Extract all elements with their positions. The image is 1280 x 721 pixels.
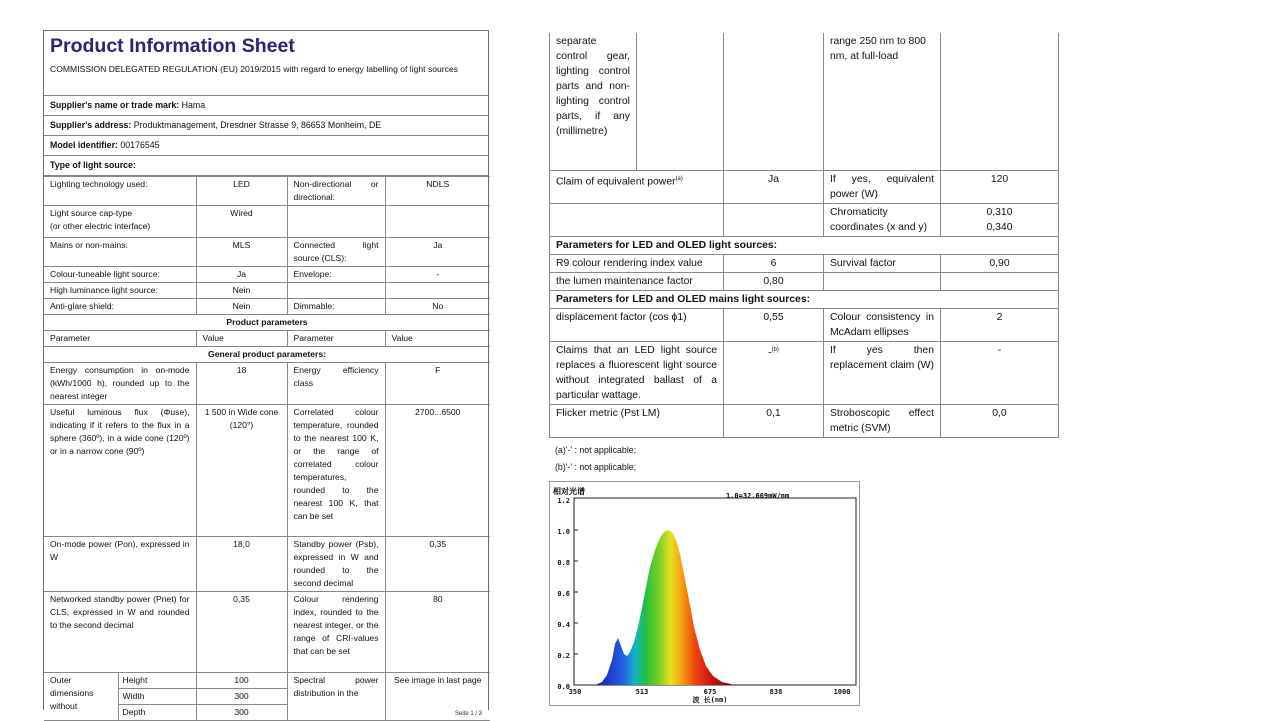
table-row (550, 290, 1059, 308)
cls-value: Ja (385, 238, 490, 267)
luminous-flux-label: Useful luminous flux (Φuse), indicating if it refers to the flux in a sphere (360º), in a wide cone (120º) or in a narrow cone (90º) (44, 405, 196, 537)
lumen-maintenance-label: the lumen maintenance factor (550, 272, 724, 290)
page-title: Product Information Sheet (50, 35, 295, 57)
light-source-table (44, 176, 490, 721)
equivalent-power-w-label: If yes, equivalent power (W) (824, 170, 941, 203)
displacement-factor-value: 0,55 (724, 308, 824, 341)
standby-power-value: 0,35 (385, 537, 490, 592)
table-row (44, 537, 490, 592)
spectrum-annotation: 1.0=32.669mW/nm (726, 492, 790, 500)
cri-value: 80 (385, 592, 490, 673)
empty-cell (287, 283, 385, 299)
flicker-metric-label: Flicker metric (Pst LM) (550, 404, 724, 437)
height-value: 100 (196, 673, 287, 689)
table-row (44, 405, 490, 537)
supplier-row (44, 96, 488, 116)
table-row (44, 206, 490, 238)
on-mode-power-label: On-mode power (Pon), expressed in W (44, 537, 196, 592)
networked-standby-value: 0,35 (196, 592, 287, 673)
spectral-range-text: range 250 nm to 800 nm, at full-load (824, 33, 941, 170)
table-row (44, 673, 490, 689)
product-info-continued-page (549, 33, 1058, 476)
address-value: Produktmanagement, Dresdner Strasse 9, 86653 Monheim, DE (133, 120, 382, 130)
spectrum-plot (550, 482, 859, 705)
product-params-heading: Product parameters (44, 315, 490, 331)
page-number: Seite 1 / 3 (455, 711, 483, 717)
table-row (44, 363, 490, 405)
survival-factor-label: Survival factor (824, 254, 941, 272)
mains-params-heading: Parameters for LED and OLED mains light sources: (550, 290, 1059, 308)
lighting-tech-value: LED (196, 177, 287, 206)
chromaticity-x-value: 0,310 (986, 206, 1013, 218)
general-params-heading: General product parameters: (44, 347, 490, 363)
y-tick-label: 1.0 (557, 528, 570, 536)
empty-cell (824, 272, 941, 290)
spectrum-curve (595, 530, 735, 685)
colour-consistency-label: Colour consistency in McAdam ellipses (824, 308, 941, 341)
model-label: Model identifier: (50, 140, 118, 150)
cap-type-sublabel: (or other electric interface) (50, 221, 151, 231)
led-params-heading: Parameters for LED and OLED light sources: (550, 236, 1059, 254)
anti-glare-label: Anti-glare shield: (44, 299, 196, 315)
table-row (550, 254, 1059, 272)
model-row (44, 136, 488, 156)
footnotes (549, 442, 1058, 476)
footnote-b: (b)'-' : not applicable; (555, 461, 637, 472)
anti-glare-value: Nein (196, 299, 287, 315)
cct-label: Correlated colour temperature, rounded to the nearest 100 K, or the range of correlated colour temperatures, rounded to the nearest 100 K, that can be set (287, 405, 385, 537)
table-row (44, 267, 490, 283)
model-value: 00176545 (120, 140, 160, 150)
table-row (44, 347, 490, 363)
table-row (44, 177, 490, 206)
y-tick-label: 0.0 (557, 683, 570, 691)
colour-tuneable-value: Ja (196, 267, 287, 283)
stroboscopic-value: 0,0 (941, 404, 1059, 437)
directional-value: NDLS (385, 177, 490, 206)
colour-consistency-value: 2 (941, 308, 1059, 341)
outer-dimensions-label: Outer dimensions without (44, 673, 118, 721)
fluorescent-claim-value: - (768, 346, 772, 358)
standby-power-label: Standby power (Psb), expressed in W and rounded to the second decimal (287, 537, 385, 592)
stroboscopic-label: Stroboscopic effect metric (SVM) (824, 404, 941, 437)
efficiency-class-value: F (385, 363, 490, 405)
param-col-header: Parameter (287, 331, 385, 347)
depth-value: 300 (196, 705, 287, 721)
table-row (44, 331, 490, 347)
table-row (550, 170, 1059, 203)
table-row (44, 283, 490, 299)
empty-cell (287, 206, 385, 238)
x-tick-label: 350 (568, 688, 582, 696)
efficiency-class-label: Energy efficiency class (287, 363, 385, 405)
address-label: Supplier's address: (50, 120, 132, 130)
spectral-distribution-label: Spectral power distribution in the (287, 673, 385, 721)
regulation-text: COMMISSION DELEGATED REGULATION (EU) 2019/2015 with regard to energy labelling of light sources (44, 61, 488, 96)
cap-type-label: Light source cap-type (50, 208, 133, 218)
r9-label: R9 colour rendering index value (550, 254, 724, 272)
table-row (550, 308, 1059, 341)
type-label: Type of light source: (50, 160, 136, 170)
replacement-claim-label: If yes then replacement claim (W) (824, 341, 941, 404)
address-row (44, 116, 488, 136)
y-tick-label: 0.4 (557, 621, 570, 629)
flicker-metric-value: 0,1 (724, 404, 824, 437)
equivalent-power-label: Claim of equivalent power (556, 175, 676, 187)
replacement-claim-value: - (941, 341, 1059, 404)
value-col-header: Value (385, 331, 490, 347)
table-row (550, 236, 1059, 254)
y-tick-label: 0.2 (557, 652, 570, 660)
dimmable-label: Dimmable: (287, 299, 385, 315)
envelope-label: Envelope: (287, 267, 385, 283)
empty-cell (385, 283, 490, 299)
x-tick-label: 513 (635, 688, 649, 696)
x-tick-label: 838 (769, 688, 783, 696)
y-tick-label: 1.2 (557, 497, 570, 505)
height-label: Height (118, 673, 196, 689)
equivalent-power-value: Ja (724, 170, 824, 203)
empty-cell (724, 33, 824, 170)
param-col-header: Parameter (44, 331, 196, 347)
value-col-header: Value (196, 331, 287, 347)
depth-label: Depth (118, 705, 196, 721)
energy-consumption-value: 18 (196, 363, 287, 405)
footnote-b-marker: (b) (771, 346, 779, 353)
networked-standby-label: Networked standby power (Pnet) for CLS, expressed in W and rounded to the second decimal (44, 592, 196, 673)
footnote-a: (a)'-' : not applicable; (555, 444, 637, 455)
displacement-factor-label: displacement factor (cos ϕ1) (550, 308, 724, 341)
mains-label: Mains or non-mains: (44, 238, 196, 267)
table-row (44, 315, 490, 331)
envelope-value: - (385, 267, 490, 283)
table-row (550, 341, 1059, 404)
cap-type-value: Wired (196, 206, 287, 238)
cri-label: Colour rendering index, rounded to the nearest integer, or the range of CRI-values that can be set (287, 592, 385, 673)
supplier-label: Supplier's name or trade mark: (50, 100, 180, 110)
dimensions-continued-label: separate control gear, lighting control parts and non-lighting control parts, if any (millimetre) (550, 33, 637, 170)
high-luminance-label: High luminance light source: (44, 283, 196, 299)
x-tick-label: 675 (703, 688, 717, 696)
equivalent-power-w-value: 120 (941, 170, 1059, 203)
on-mode-power-value: 18,0 (196, 537, 287, 592)
lighting-tech-label: Lighting technology used: (44, 177, 196, 206)
luminous-flux-value: 1 500 in Wide cone (120°) (196, 405, 287, 537)
lumen-maintenance-value: 0,80 (724, 272, 824, 290)
survival-factor-value: 0,90 (941, 254, 1059, 272)
parameters-table-continued (549, 33, 1059, 438)
empty-cell (941, 272, 1059, 290)
colour-tuneable-label: Colour-tuneable light source: (44, 267, 196, 283)
type-row (44, 156, 488, 176)
cct-value: 2700...6500 (385, 405, 490, 537)
footnote-a-marker: (a) (675, 175, 683, 182)
mains-value: MLS (196, 238, 287, 267)
high-luminance-value: Nein (196, 283, 287, 299)
empty-cell (941, 33, 1059, 170)
energy-consumption-label: Energy consumption in on-mode (kWh/1000 h), rounded up to the nearest integer (44, 363, 196, 405)
spectrum-title: 相对光谱 (553, 487, 585, 496)
y-tick-label: 0.8 (557, 559, 570, 567)
chromaticity-label: Chromaticity coordinates (x and y) (824, 203, 941, 236)
empty-cell (550, 203, 724, 236)
table-row (44, 592, 490, 673)
supplier-value: Hama (181, 100, 206, 110)
width-value: 300 (196, 689, 287, 705)
cls-label: Connected light source (CLS): (287, 238, 385, 267)
table-row (44, 299, 490, 315)
spectral-distribution-image (549, 481, 860, 706)
x-tick-label: 1000 (833, 688, 851, 696)
dimmable-value: No (385, 299, 490, 315)
empty-cell (637, 33, 724, 170)
table-row (550, 203, 1059, 236)
table-row (550, 33, 1059, 170)
r9-value: 6 (724, 254, 824, 272)
y-tick-label: 0.6 (557, 590, 570, 598)
chromaticity-y-value: 0,340 (986, 221, 1013, 233)
directional-label: Non-directional or directional: (287, 177, 385, 206)
equivalent-power-claim-cell (550, 170, 724, 203)
x-axis-label: 波 长(nm) (692, 696, 728, 704)
table-row (550, 404, 1059, 437)
fluorescent-claim-cell (724, 341, 824, 404)
spectral-distribution-value: See image in last page (385, 673, 490, 721)
table-row (44, 238, 490, 267)
empty-cell (724, 203, 824, 236)
table-row (550, 272, 1059, 290)
empty-cell (385, 206, 490, 238)
fluorescent-claim-label: Claims that an LED light source replaces a fluorescent light source without integrated ballast of a particular wattage. (550, 341, 724, 404)
width-label: Width (118, 689, 196, 705)
